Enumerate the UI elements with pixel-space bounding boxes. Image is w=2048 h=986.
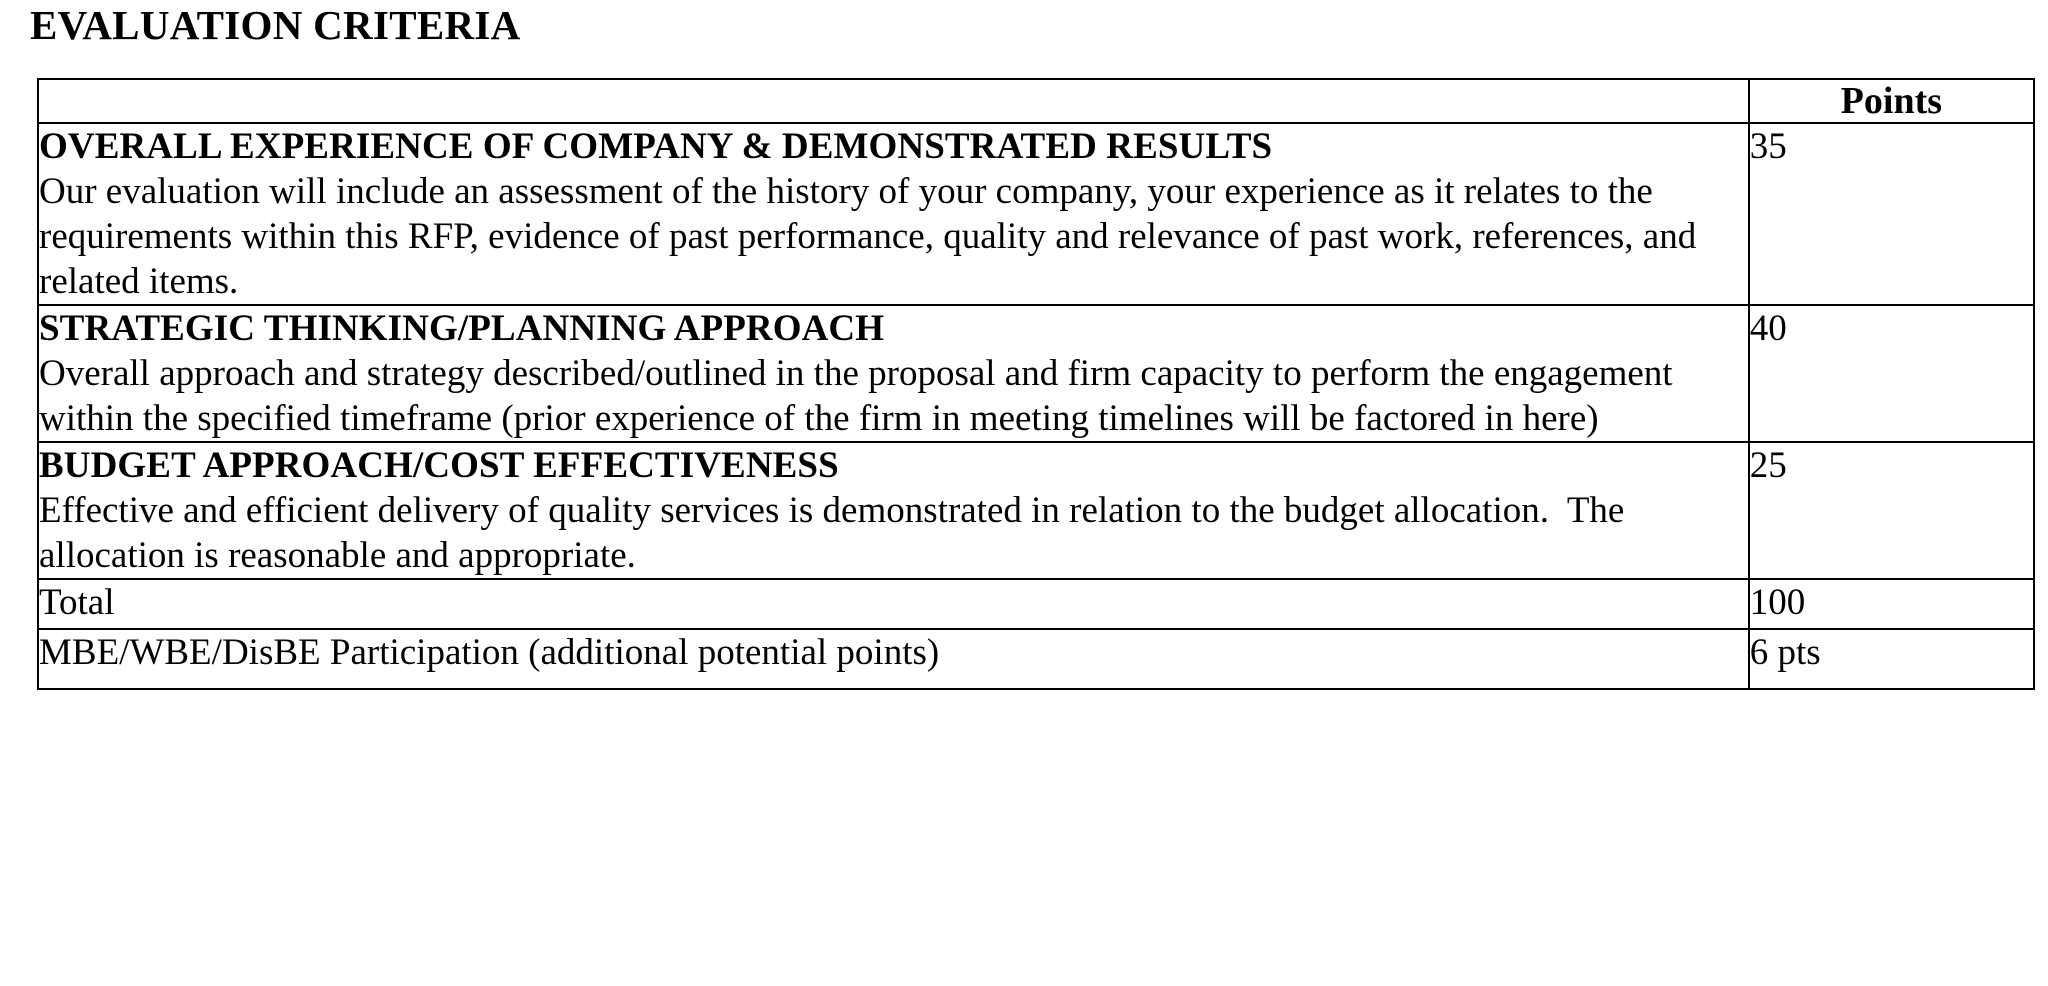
header-criteria-label [39, 80, 1748, 110]
table-header-row [38, 79, 2034, 123]
criterion-description: Effective and efficient delivery of quality services is demonstrated in relation to the budget allocation. The allocation is reasonable and appropriate. [39, 490, 1634, 576]
criterion-points-value: 25 [1749, 445, 1787, 486]
criterion-points-value: 40 [1749, 308, 1787, 349]
criterion-description: Overall approach and strategy described/outlined in the proposal and firm capacity to perform the engagement within the specified timeframe (prior experience of the firm in meeting timelines will be factored in here) [39, 353, 1673, 439]
additional-points-label: MBE/WBE/DisBE Participation (additional potential points) [38, 629, 1749, 689]
criterion-points-value: 35 [1749, 126, 1787, 167]
criterion-points-cell-3 [1749, 442, 2034, 579]
criterion-cell-2 [38, 305, 1749, 442]
page-title: EVALUATION CRITERIA [30, 2, 521, 48]
criterion-points-cell-2 [1749, 305, 2034, 442]
header-points-label: Points [1840, 80, 1943, 122]
evaluation-criteria-table [37, 78, 2035, 690]
additional-points-row [38, 629, 2034, 689]
total-row [38, 579, 2034, 629]
criterion-description: Our evaluation will include an assessment of the history of your company, your experience as it relates to the requirements within this RFP, evidence of past performance, quality and relevance of past work, references, and related items. [39, 171, 1697, 302]
criterion-cell-1 [38, 123, 1749, 305]
additional-points-value: 6 pts [1749, 632, 1821, 673]
total-label: Total [38, 579, 1749, 629]
criterion-heading: BUDGET APPROACH/COST EFFECTIVENESS [39, 445, 839, 486]
header-cell-criteria [38, 79, 1749, 123]
header-cell-points [1749, 79, 2034, 123]
additional-points-cell [1749, 629, 2034, 689]
table-row [38, 123, 2034, 305]
criterion-cell-3 [38, 442, 1749, 579]
table-row [38, 305, 2034, 442]
total-points-cell [1749, 579, 2034, 629]
criterion-heading: STRATEGIC THINKING/PLANNING APPROACH [39, 308, 885, 349]
table-row [38, 442, 2034, 579]
criterion-heading: OVERALL EXPERIENCE OF COMPANY & DEMONSTRATED RESULTS [39, 126, 1273, 167]
total-points-value: 100 [1749, 582, 1806, 623]
criterion-points-cell-1 [1749, 123, 2034, 305]
